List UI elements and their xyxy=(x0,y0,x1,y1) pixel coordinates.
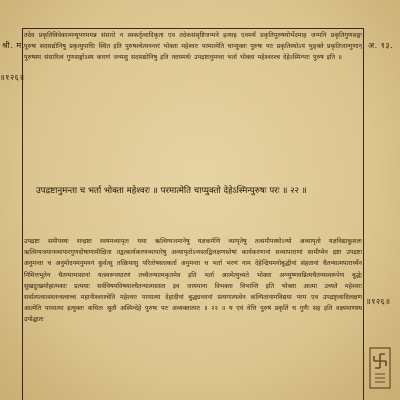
rule-top xyxy=(22,28,364,29)
margin-note-top-right: अ. १३. xyxy=(368,41,394,50)
margin-note-top-left: श्री. म. xyxy=(2,41,25,50)
margin-note-left-mid: ॥१२६॥ xyxy=(0,73,25,82)
verse-text: उपद्रष्टानुमन्ता च भर्ता भोक्ता महेश्वरः ॥ परमात्मेति चाप्युक्तो देहेऽस्मिन्पुरुषः परः ॥ २२ ॥ xyxy=(36,186,307,196)
commentary-top-text: तदेव प्रकृतिविवेकात्मन्यूपगमयन्न संसारो न स्वकर्तृत्वादिकृता एव तदेकसंसृष्टिजन्मने इत्याह एवमर्थं प्रकृतिपुरुषयोर्भेदमाह जन्मनि प्रकृतिगुणसङ्गः पुरुषः सदसद्योनिषु प्रकृत्युपाधिः स्थित इति पुरुषश्चेत्यनन्तरं भोक्ता महेश्वरः परमात्मेति चाप्युक्तः पुरुषः परः प्रकृतिस्थोऽयं भुङ्क्ते प्रकृतिजान्गुणान् पुरुषस्य संसारित्वं गुणसङ्गोऽस्य कारणं जन्मसु सदसद्योनिषु इति तदयमर्थः उपद्रष्टानुमन्ता भर्ता भोक्ता महेश्वरश्च देहेऽस्मिन्परः पुरुष इति ॥ xyxy=(24,32,362,62)
commentary-bottom-text: उपद्रष्टा समीपस्थः सन्द्रष्टा स्वयमव्यापृतः यथा ऋत्विग्यजमानेषु यज्ञकर्मणि व्यापृतेषु तत्समीपस्थोऽन्यो अव्यापृतो यज्ञविद्याकुशलः ऋत्विग्यजमानव्यापारगुणदोषाणामीक्षिता तद्वत्कार्यकरणव्यापारेषु अव्यापृतोऽन्यस्तद्विलक्षणस्तेषां कार्यकरणानां सव्यापाराणां सामीप्येन द्रष्टा उपद्रष्टा अनुमन्ता च अनुमोदनमनुमननं कुर्वत्सु तत्क्रियासु परितोषस्तत्कर्ता अनुमन्ता च भर्ता भरणं नाम देहेन्द्रियमनोबुद्धीनां संहतानां चैतन्यात्मपारार्थ्येन निमित्तभूतेन चैतन्याभासानां यत्स्वरूपधारणं तच्चैतन्यात्मकृतमेव इति भर्ता आत्मेत्युच्यते भोक्ता अग्न्युष्णवन्नित्यचैतन्यस्वरूपेण बुद्धेः सुखदुःखमोहात्मकाः प्रत्ययाः सर्वविषयविषयाश्चैतन्यात्मग्रस्ता इव जायमाना विभक्ता विभान्ति इति भोक्ता आत्मा उच्यते महेश्वरः सर्वात्मत्वात्स्वतन्त्रत्वाच्च महानीश्वरश्चेति महेश्वरः परमात्मा देहादीनां बुद्ध्यन्तानां प्रत्यगात्मत्वेन कल्पितानामविद्यया परम एव उपद्रष्टृत्वादिलक्षण आत्मेति परमात्मा इत्युक्तः कथितः श्रुतौ अस्मिन्देहे पुरुषः परः अव्यक्तात्परः ॥ २२ ॥ य एवं वेत्ति पुरुषं प्रकृतिं च गुणैः सह इति वक्ष्यमाणस्य उपोद्घातः xyxy=(24,238,362,324)
rule-left xyxy=(22,28,23,400)
margin-note-right-bottom: ॥१२६॥ xyxy=(366,297,391,306)
rule-right xyxy=(363,28,364,400)
library-seal-icon xyxy=(366,344,394,392)
commentary-bottom xyxy=(24,236,362,398)
commentary-top xyxy=(24,30,362,170)
